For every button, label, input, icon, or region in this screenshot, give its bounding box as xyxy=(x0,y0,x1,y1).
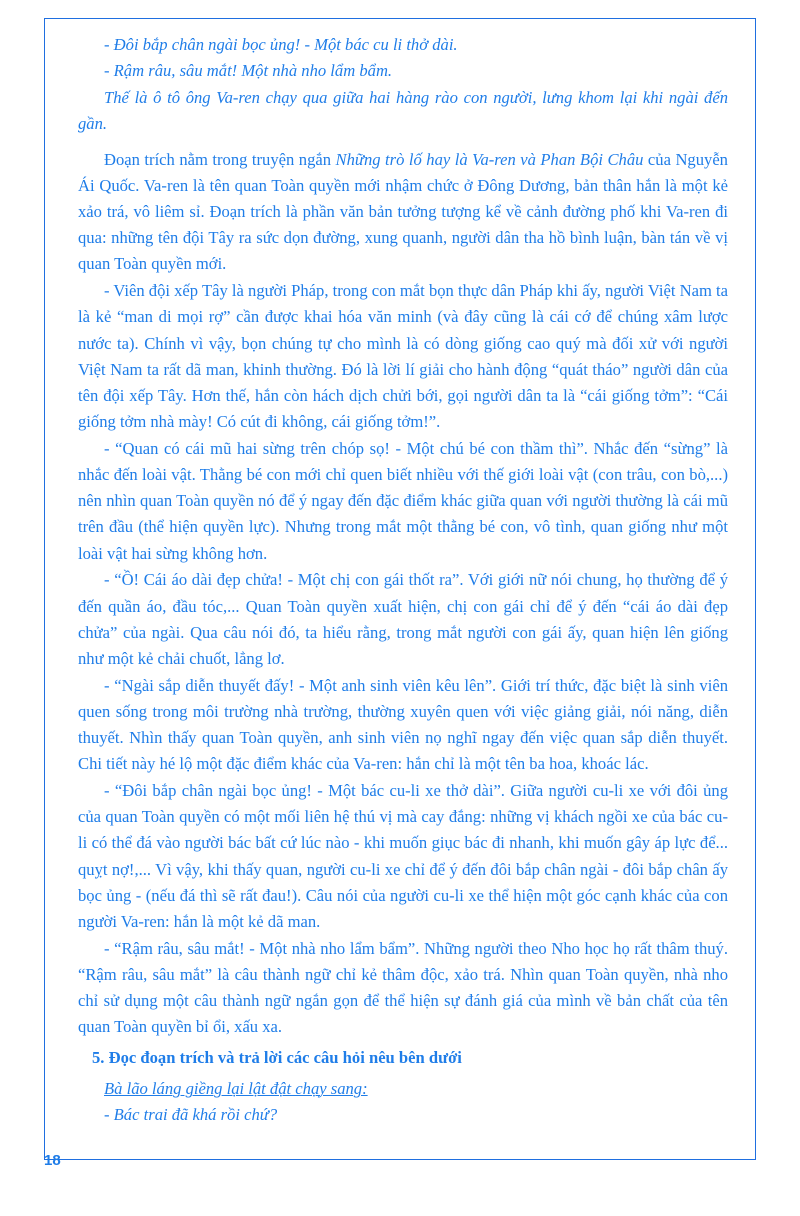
quote-line-2: - Rậm râu, sâu mắt! Một nhà nho lẩm bẩm. xyxy=(104,61,393,81)
page-content xyxy=(78,32,728,1129)
exercise-quote-text: Bà lão láng giềng lại lật đật chạy sang: xyxy=(104,1078,368,1098)
spacer xyxy=(78,138,728,147)
page-number: 18 xyxy=(44,1152,61,1169)
run-title-italic: Những trò lố hay là Va-ren và Phan Bội Châu xyxy=(335,149,644,169)
paragraph-cai-ao-dai: - “Ồ! Cái áo dài đẹp chửa! - Một chị con gái thốt ra”. Với giới nữ nói chung, họ thường để ý đến quần áo, đầu tóc,... Quan Toàn quyền xuất hiện, chị con gái chỉ để ý đến “cái áo dài đẹp chửa” của ngài. Qua câu nói đó, ta hiểu rằng, trong mắt người con gái ấy, quan hiện lên giống như một kẻ chải chuốt, lẳng lơ. xyxy=(78,570,728,668)
quote-line-1: - Đôi bắp chân ngài bọc ủng! - Một bác cu li thở dài. xyxy=(104,35,458,54)
exercise-heading: 5. Đọc đoạn trích và trả lời các câu hỏi nêu bên dưới xyxy=(92,1047,462,1067)
paragraph-bap-chan: - “Đôi bắp chân ngài bọc ủng! - Một bác cu-li xe thở dài”. Giữa người cu-li xe với đôi ủng của quan Toàn quyền có một mối liên hệ thú vị mà cay đắng: những vị khách ngồi xe của bác cu-li có thể đá vào người bác bất cứ lúc nào - khi muốn giục bác đi nhanh, khi muốn gây áp lực để... quỵt nợ!,... Vì vậy, khi thấy quan, người cu-li xe chỉ để ý đến đôi bắp chân ngài - đôi bắp chân ấy bọc ủng - (nếu đá thì sẽ rất đau!). Câu nói của người cu-li xe thể hiện một góc cạnh khác của con người Va-ren: hắn là một kẻ dã man. xyxy=(78,781,728,932)
paragraph-quan-co-mu: - “Quan có cái mũ hai sừng trên chóp sọ! - Một chú bé con thầm thì”. Nhắc đến “sừng” là nhắc đến loài vật. Thằng bé con mới chỉ quen biết nhiều với thế giới loài vật (con trâu, con bò,...) nên nhìn quan Toàn quyền nó để ý ngay đến đặc điểm khác giữa quan với người thường là cái mũ trên đầu (thể hiện quyền lực). Nhưng trong mắt một thằng bé con, vô tình, quan giống như một loài vật hai sừng không hơn. xyxy=(78,438,728,563)
paragraph-ram-rau: - “Rậm râu, sâu mắt! - Một nhà nho lẩm bẩm”. Những người theo Nho học họ rất thâm thuý. “Rậm râu, sâu mắt” là câu thành ngữ chỉ kẻ thâm độc, xảo trá. Nhìn quan Toàn quyền, nhà nho chỉ sử dụng một câu thành ngữ ngắn gọn để thể hiện sự đánh giá của mình về bản chất của tên quan Toàn quyền bỉ ổi, xấu xa. xyxy=(78,938,728,1037)
paragraph-vien-doi-xep: - Viên đội xếp Tây là người Pháp, trong con mắt bọn thực dân Pháp khi ấy, người Việt Nam ta là kẻ “man di mọi rợ” cần được khai hóa văn minh (và đây cũng là cái cớ để chúng xâm lược nước ta). Chính vì vậy, bọn chúng tự cho mình là có dòng giống cao quý mà đối xử với người Việt Nam ta rất dã man, khinh thường. Đó là lời lí giải cho hành động “quát tháo” người dân của tên đội xếp Tây. Hơn thế, hắn còn hách dịch chửi bới, gọi người dân ta là “cái giống tởm”: “Cái giống tởm nhà mày! Có cút đi không, cái giống tởm!”. xyxy=(78,281,728,432)
run-text: của Nguyễn Ái Quốc. Va-ren là tên quan Toàn quyền mới nhậm chức ở Đông Dương, bản thân hắn là một kẻ xảo trá, vô liêm sỉ. Đoạn trích là phần văn bản tưởng tượng kể về cảnh đường phố khi Va-ren đi qua: những tên đội Tây ra sức dọn đường, xung quanh, người dân tha hồ bình luận, bàn tán về vị quan Toàn quyền mới. xyxy=(78,149,728,274)
exercise-quote-line-2: - Bác trai đã khá rồi chứ? xyxy=(104,1105,278,1125)
paragraph-doan-trich xyxy=(78,147,728,278)
run-text: Đoạn trích nằm trong truyện ngắn xyxy=(104,149,336,169)
quote-line-3: Thế là ô tô ông Va-ren chạy qua giữa hai hàng rào con người, lưng khom lại khi ngài đến gần. xyxy=(78,87,728,134)
paragraph-dien-thuyet: - “Ngài sắp diễn thuyết đấy! - Một anh sinh viên kêu lên”. Giới trí thức, đặc biệt là sinh viên quen sống trong môi trường nhà trường, thường xuyên quen với việc giảng giải, nói năng, diễn thuyết. Nhìn thấy quan Toàn quyền, anh sinh viên nọ nghĩ ngay đến việc quan sắp diễn thuyết. Chi tiết này hé lộ một đặc điểm khác của Va-ren: hắn chỉ là một tên ba hoa, khoác lác. xyxy=(78,675,728,774)
exercise-quote-line-1 xyxy=(78,1076,728,1102)
